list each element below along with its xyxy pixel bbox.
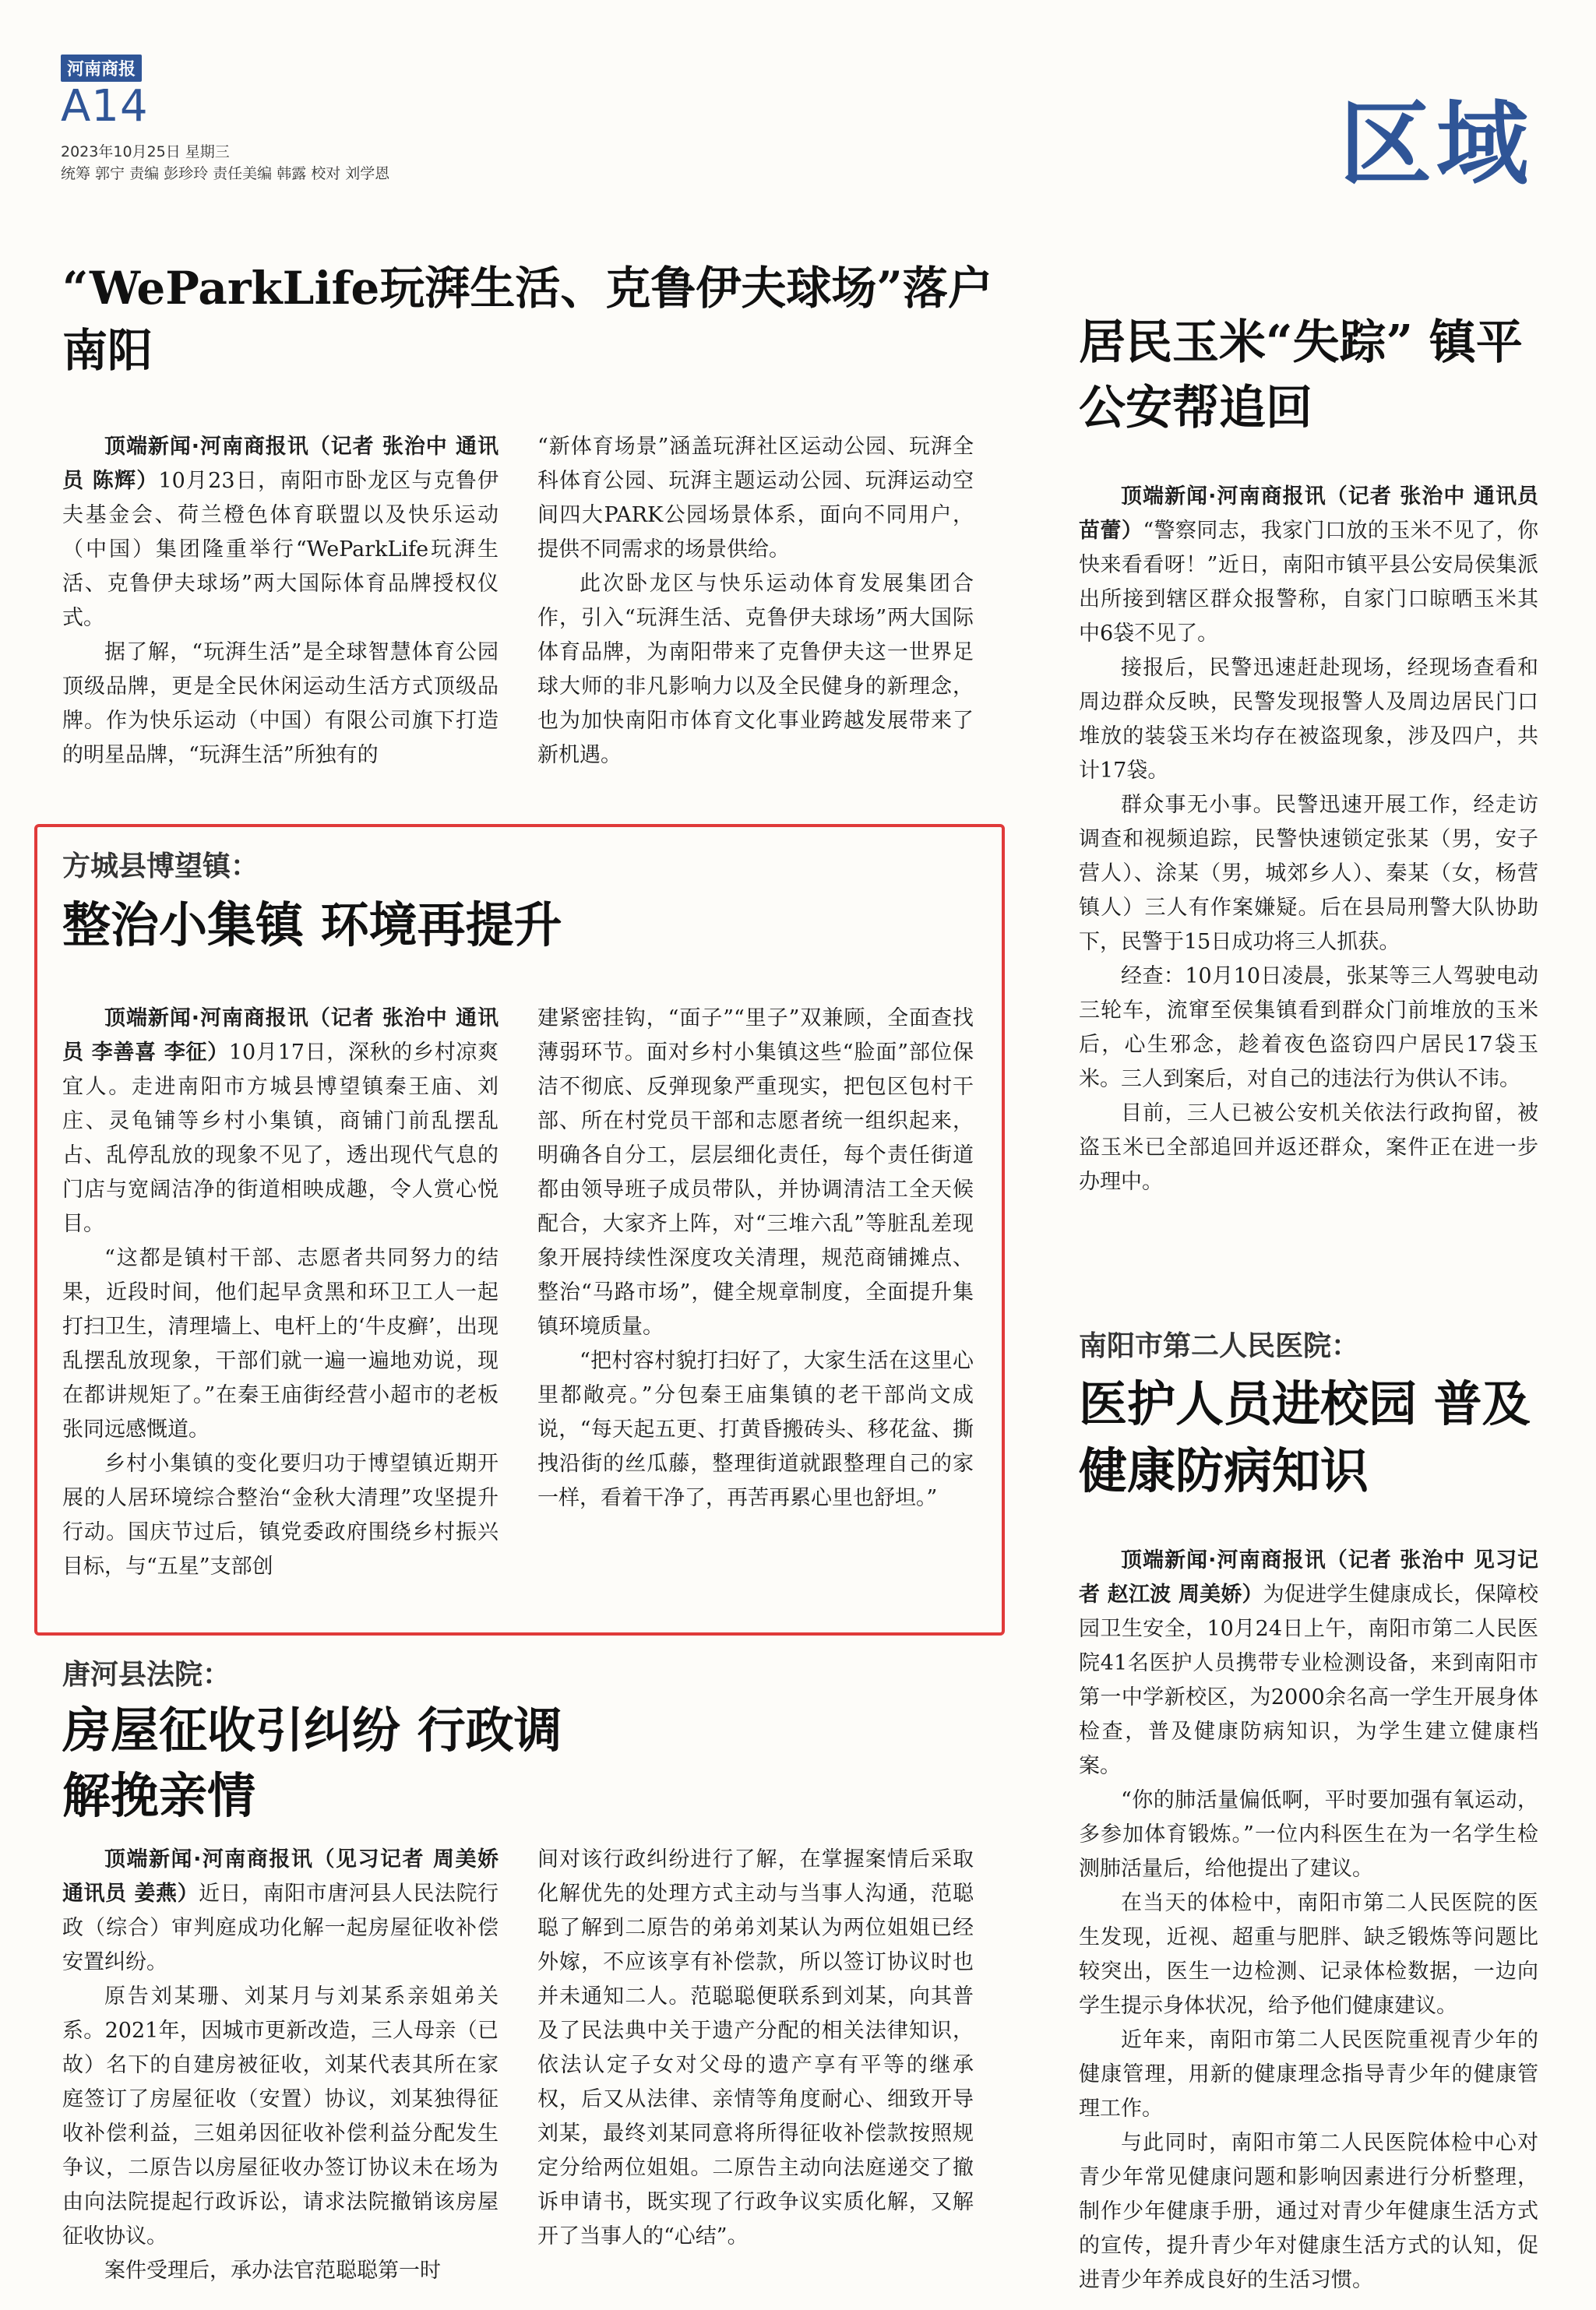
article5-paragraph: 与此同时，南阳市第二人民医院体检中心对青少年常见健康问题和影响因素进行分析整理，制作少年健康手册，通过对青少年健康生活方式的宣传，提升青少年对健康生活方式的认知，促进青少年养成良好的生活习惯。 (1079, 2131, 1538, 2292)
article4-paragraph: 经查：10月10日凌晨，张某等三人驾驶电动三轮车，流窜至侯集镇看到群众门前堆放的玉米后，心生邪念，趁着夜色盗窃四户居民17袋玉米。三人到案后，对自己的违法行为供认不讳。 (1079, 964, 1538, 1091)
article5-paragraph: “你的肺活量偏低啊，平时要加强有氧运动，多参加体育锻炼。”一位内科医生在为一名学生检测肺活量后，给他提出了建议。 (1079, 1788, 1538, 1881)
article2-column-2 (537, 1002, 974, 1593)
article1-paragraph: 此次卧龙区与快乐运动体育发展集团合作，引入“玩湃生活、克鲁伊夫球场”两大国际体育品牌，为南阳带来了克鲁伊夫这一世界足球大师的非凡影响力以及全民健身的新理念，也为加快南阳市体育文化事业跨越发展带来了新机遇。 (537, 572, 974, 767)
article3-paragraph: 近日，南阳市唐河县人民法院行政（综合）审判庭成功化解一起房屋征收补偿安置纠纷。 (62, 1882, 499, 1974)
article2-paragraph: 乡村小集镇的变化要归功于博望镇近期开展的人居环境综合整治“金秋大清理”攻坚提升行动。国庆节过后，镇党委政府围绕乡村振兴目标，与“五星”支部创 (62, 1452, 499, 1579)
article4-paragraph: 目前，三人已被公安机关依法行政拘留，被盗玉米已全部追回并返还群众，案件正在进一步办理中。 (1079, 1101, 1538, 1194)
article1-paragraph: 10月23日，南阳市卧龙区与克鲁伊夫基金会、荷兰橙色体育联盟以及快乐运动（中国）集团隆重举行“WeParkLife玩湃生活、克鲁伊夫球场”两大国际体育品牌授权仪式。 (62, 469, 499, 630)
article2-paragraph: 建紧密挂钩，“面子”“里子”双兼顾，全面查找薄弱环节。面对乡村小集镇这些“脸面”部位保洁不彻底、反弹现象严重现实，把包区包村干部、所在村党员干部和志愿者统一组织起来，明确各自分工，层层细化责任，每个责任街道都由领导班子成员带队，并协调清洁工全天候配合，大家齐上阵，对“三堆六乱”等脏乱差现象开展持续性深度攻关清理，规范商铺摊点、整治“马路市场”，健全规章制度，全面提升集镇环境质量。 (537, 1006, 974, 1339)
article2-paragraph: 10月17日，深秋的乡村凉爽宜人。走进南阳市方城县博望镇秦王庙、刘庄、灵龟铺等乡村小集镇，商铺门前乱摆乱占、乱停乱放的现象不见了，透出现代气息的门店与宽阔洁净的街道相映成趣，令人赏心悦目。 (62, 1041, 499, 1236)
article5-column (1079, 1544, 1538, 2299)
article4-byline: 顶端新闻·河南商报讯（记者 张治中 通讯员 苗蕾） (1079, 484, 1538, 543)
article1-byline: 顶端新闻·河南商报讯（记者 张治中 通讯员 陈辉） (62, 435, 499, 493)
article4-paragraph: 群众事无小事。民警迅速开展工作，经走访调查和视频追踪，民警快速锁定张某（男，安子营人）、涂某（男，城郊乡人）、秦某（女，杨营镇人）三人有作案嫌疑。后在县局刑警大队协助下，民警于15日成功将三人抓获。 (1079, 793, 1538, 954)
article3-paragraph: 原告刘某珊、刘某月与刘某系亲姐弟关系。2021年，因城市更新改造，三人母亲（已故）名下的自建房被征收，刘某代表其所在家庭签订了房屋征收（安置）协议，刘某独得征收补偿利益，三姐弟因征收补偿利益分配发生争议，二原告以房屋征收办签订协议未在场为由向法院提起行政诉讼，请求法院撤销该房屋征收协议。 (62, 1984, 499, 2248)
article4-column (1079, 480, 1538, 1259)
article5-paragraph: 近年来，南阳市第二人民医院重视青少年的健康管理，用新的健康理念指导青少年的健康管理工作。 (1079, 2028, 1538, 2121)
article3-paragraph: 间对该行政纠纷进行了解，在掌握案情后采取化解优先的处理方式主动与当事人沟通，范聪聪了解到二原告的弟弟刘某认为两位姐姐已经外嫁，不应该享有补偿款，所以签订协议时也并未通知二人。范聪聪便联系到刘某，向其普及了民法典中关于遗产分配的相关法律知识，依法认定子女对父母的遗产享有平等的继承权，后又从法律、亲情等角度耐心、细致开导刘某，最终刘某同意将所得征收补偿款按照规定分给两位姐姐。二原告主动向法庭递交了撤诉申请书，既实现了行政争议实质化解，又解开了当事人的“心结”。 (537, 1847, 974, 2248)
article5-kicker: 南阳市第二人民医院： (1079, 1330, 1360, 1362)
masthead (61, 55, 1533, 198)
section-title: 区域 (1339, 90, 1533, 198)
page-number: A14 (61, 81, 149, 132)
article1-column-2 (537, 430, 974, 773)
article5-byline: 顶端新闻·河南商报讯（记者 张治中 见习记者 赵江波 周美娇） (1079, 1548, 1538, 1607)
article3-kicker: 唐河县法院： (62, 1659, 231, 1691)
article5-paragraph: 在当天的体检中，南阳市第二人民医院的医生发现，近视、超重与肥胖、缺乏锻炼等问题比较突出，医生一边检测、记录体检数据，一边向学生提示身体状况，给予他们健康建议。 (1079, 1891, 1538, 2018)
article4-paragraph: “警察同志，我家门口放的玉米不见了，你快来看看呀！”近日，南阳市镇平县公安局侯集派出所接到辖区群众报警称，自家门口晾晒玉米其中6袋不见了。 (1079, 519, 1538, 646)
article5-paragraph: 为促进学生健康成长，保障校园卫生安全，10月24日上午，南阳市第二人民医院41名医护人员携带专业检测设备，来到南阳市第一中学新校区，为2000余名高一学生开展身体检查，普及健康防病知识，为学生建立健康档案。 (1079, 1583, 1538, 1778)
article3-headline: 房屋征收引纠纷 行政调解挽亲情 (62, 1702, 562, 1824)
article2-paragraph: “这都是镇村干部、志愿者共同努力的结果，近段时间，他们起早贪黑和环卫工人一起打扫卫生，清理墙上、电杆上的‘牛皮癣’，出现乱摆乱放现象，干部们就一遍一遍地劝说，现在都讲规矩了。”在秦王庙街经营小超市的老板张同远感慨道。 (62, 1246, 499, 1442)
article4-paragraph: 接报后，民警迅速赶赴现场，经现场查看和周边群众反映，民警发现报警人及周边居民门口堆放的装袋玉米均存在被盗现象，涉及四户，共计17袋。 (1079, 656, 1538, 783)
article2-paragraph: “把村容村貌打扫好了，大家生活在这里心里都敞亮。”分包秦王庙集镇的老干部尚文成说，“每天起五更、打黄昏搬砖头、移花盆、撕拽沿街的丝瓜藤，整理街道就跟整理自己的家一样，看着干净了，再苦再累心里也舒坦。” (537, 1349, 974, 1510)
article5-headline: 医护人员进校园 普及健康防病知识 (1079, 1375, 1531, 1499)
article2-byline: 顶端新闻·河南商报讯（记者 张治中 通讯员 李善喜 李征） (62, 1006, 499, 1065)
article3-byline: 顶端新闻·河南商报讯（见习记者 周美娇 通讯员 姜燕） (62, 1847, 499, 1906)
article1-headline: “WeParkLife玩湃生活、克鲁伊夫球场”落户南阳 (62, 262, 993, 377)
article2-kicker: 方城县博望镇： (62, 850, 259, 882)
article3-column-2 (537, 1843, 974, 2294)
issue-date: 2023年10月25日 星期三 (61, 143, 230, 160)
staff-credits: 统筹 郭宁 责编 彭珍玲 责任美编 韩露 校对 刘学恩 (61, 165, 390, 182)
article3-paragraph: 案件受理后，承办法官范聪聪第一时 (104, 2259, 441, 2283)
article1-column-1 (62, 430, 499, 773)
article4-headline: 居民玉米“失踪” 镇平公安帮追回 (1079, 315, 1523, 435)
article2-column-1 (62, 1002, 499, 1593)
article2-headline: 整治小集镇 环境再提升 (62, 896, 562, 953)
article1-paragraph: 据了解，“玩湃生活”是全球智慧体育公园顶级品牌，更是全民休闲运动生活方式顶级品牌。作为快乐运动（中国）有限公司旗下打造的明星品牌，“玩湃生活”所独有的 (62, 640, 499, 767)
article3-column-1 (62, 1843, 499, 2294)
newspaper-logo: 河南商报 (61, 55, 142, 82)
article1-paragraph: “新体育场景”涵盖玩湃社区运动公园、玩湃全科体育公园、玩湃主题运动公园、玩湃运动空间四大PARK公园场景体系，面向不同用户，提供不同需求的场景供给。 (537, 435, 974, 562)
